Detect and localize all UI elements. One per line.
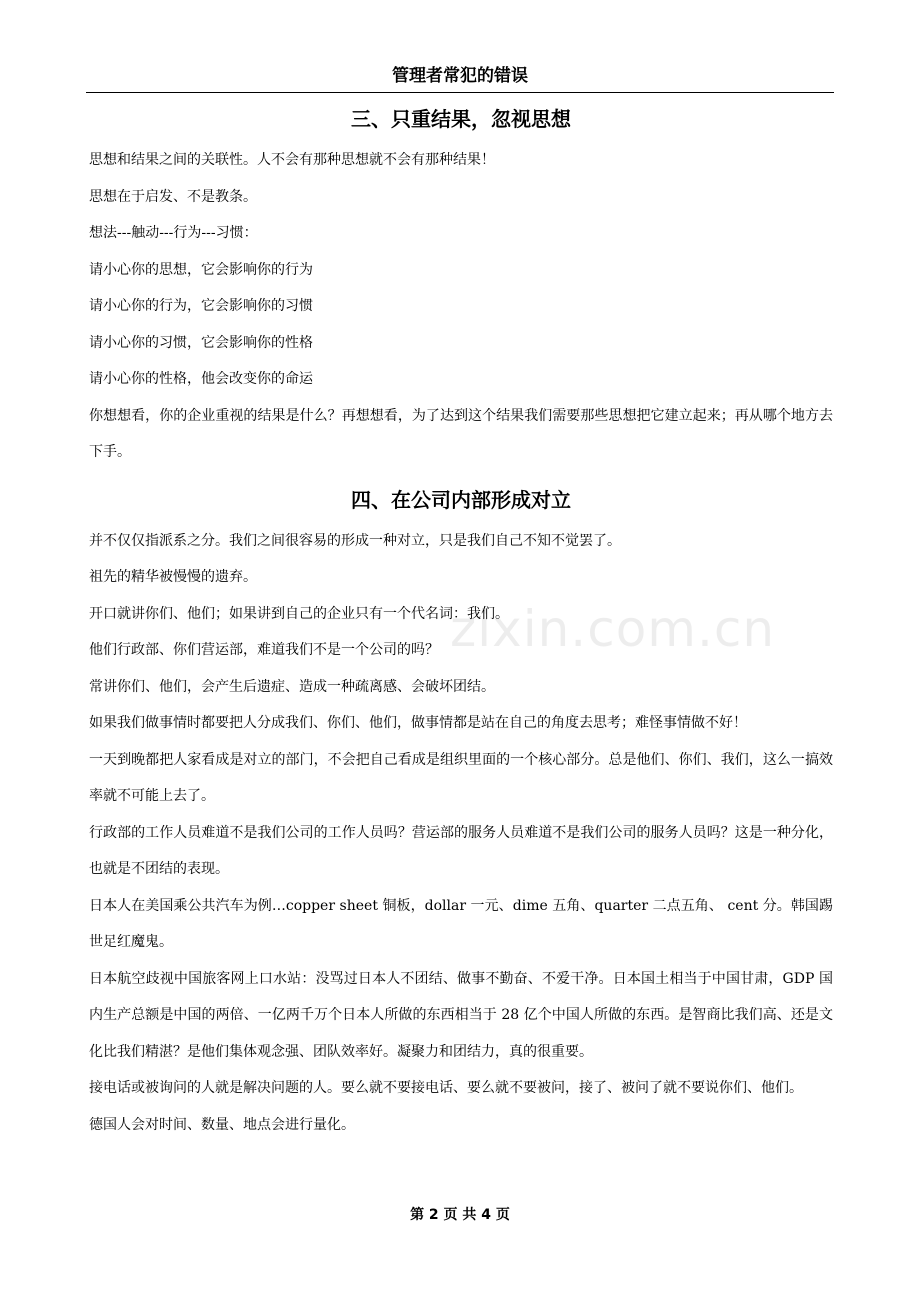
section-4-paragraph: 开口就讲你们、他们；如果讲到自己的企业只有一个代名词：我们。 — [89, 605, 509, 622]
section-4-paragraph: 日本航空歧视中国旅客网上口水站：没骂过日本人不团结、做事不勤奋、不爱干净。日本国土相当于中国甘肃，GDP 国内生产总额是中国的两倍、一亿两千万个日本人所做的东西相当于 28 亿个中国人所做的东西。是智商比我们高、还是文化比我们精湛？是他们集体观念强、团队效率好。凝聚力和团结力，真的很重要。 — [89, 970, 833, 1060]
section-3-paragraph: 请小心你的思想，它会影响你的行为 — [89, 261, 313, 278]
section-3-paragraph: 想法---触动---行为---习惯： — [89, 225, 258, 241]
section-4-title: 四、在公司内部形成对立 — [351, 487, 571, 512]
section-4-paragraph: 并不仅仅指派系之分。我们之间很容易的形成一种对立，只是我们自己不知不觉罢了。 — [89, 532, 621, 549]
section-3-paragraph: 请小心你的习惯，它会影响你的性格 — [89, 334, 313, 351]
section-4-paragraph: 他们行政部、你们营运部，难道我们不是一个公司的吗？ — [89, 642, 439, 658]
page-footer: 第 2 页 共 4 页 — [410, 1207, 510, 1223]
section-4-paragraph: 祖先的精华被慢慢的遗弃。 — [89, 569, 257, 585]
document-title: 管理者常犯的错误 — [392, 66, 528, 86]
section-4-paragraph: 接电话或被询问的人就是解决问题的人。要么就不要接电话、要么就不要被问，接了、被问了就不要说你们、他们。 — [89, 1080, 803, 1096]
section-4-paragraph: 行政部的工作人员难道不是我们公司的工作人员吗？营运部的服务人员难道不是我们公司的服务人员吗？这是一种分化，也就是不团结的表现。 — [89, 824, 833, 877]
document-body — [89, 100, 833, 1143]
section-4-paragraph: 如果我们做事情时都要把人分成我们、你们、他们，做事情都是站在自己的角度去思考；难怪事情做不好！ — [89, 715, 747, 731]
section-4-paragraph: 德国人会对时间、数量、地点会进行量化。 — [89, 1116, 355, 1133]
section-3-paragraph: 思想和结果之间的关联性。人不会有那种思想就不会有那种结果！ — [89, 152, 495, 168]
section-3-paragraph: 请小心你的行为，它会影响你的习惯 — [89, 298, 313, 314]
section-3-paragraph: 你想想看，你的企业重视的结果是什么？再想想看，为了达到这个结果我们需要那些思想把它建立起来；再从哪个地方去下手。 — [89, 407, 833, 460]
watermark: zixin.com.cn — [450, 600, 776, 658]
section-3-paragraph: 思想在于启发、不是教条。 — [89, 188, 257, 205]
page-header — [86, 64, 834, 93]
section-3-title: 三、只重结果，忽视思想 — [351, 107, 571, 131]
section-3-paragraph: 请小心你的性格，他会改变你的命运 — [89, 371, 313, 387]
section-4-paragraph: 一天到晚都把人家看成是对立的部门，不会把自己看成是组织里面的一个核心部分。总是他们、你们、我们，这么一搞效率就不可能上去了。 — [89, 751, 833, 804]
section-4-paragraph: 常讲你们、他们，会产生后遗症、造成一种疏离感、会破坏团结。 — [89, 678, 495, 695]
section-4-paragraph: 日本人在美国乘公共汽车为例…copper sheet 铜板，dollar 一元、dime 五角、quarter 二点五角、 cent 分。韩国踢世足红魔鬼。 — [89, 897, 833, 950]
